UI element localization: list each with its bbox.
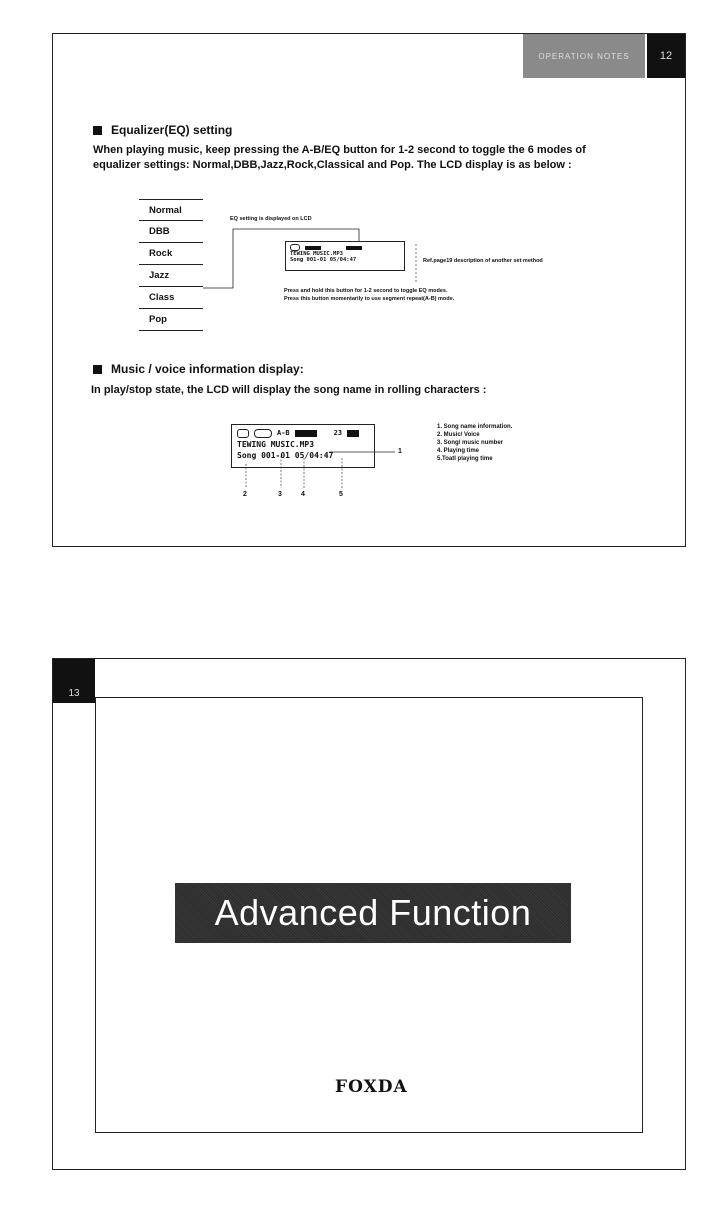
music-lcd-display: A-B 23 TEWING MUSIC.MP3 Song 001-01 05/04:47 — [231, 424, 375, 468]
press-note-2: Press this button momentarily to use segment repeat(A-B) mode. — [284, 296, 455, 302]
eq-mode: DBB — [139, 221, 203, 243]
header-label: OPERATION NOTES — [523, 34, 645, 78]
ref-note: Ref.page19 description of another set method — [423, 258, 543, 264]
music-callout-lines — [53, 34, 685, 546]
callout-number: 3 — [278, 491, 282, 498]
page-number: 12 — [647, 34, 685, 78]
eq-mode: Jazz — [139, 265, 203, 287]
manual-page-13 — [52, 658, 686, 1170]
brand-logo: FOXDA — [335, 1077, 408, 1097]
eq-mode: Pop — [139, 309, 203, 331]
eq-lcd-display: TEWING MUSIC.MP3 Song 001-01 05/04:47 — [285, 241, 405, 271]
callout-number: 2 — [243, 491, 247, 498]
eq-mode: Rock — [139, 243, 203, 265]
lcd-legend: 1. Song name information. 2. Music/ Voice 3. Song/ music number 4. Playing time 5.Toatl playing time — [437, 424, 513, 462]
eq-mode: Class — [139, 287, 203, 309]
eq-paragraph: When playing music, keep pressing the A-B/EQ button for 1-2 second to toggle the 6 modes of equalizer settings: Normal,DBB,Jazz,Rock,Classical and Pop. The LCD display is as below : — [93, 144, 586, 171]
eq-mode: Normal — [139, 199, 203, 221]
manual-page-12 — [52, 33, 686, 547]
callout-number: 1 — [398, 448, 402, 455]
callout-number: 5 — [339, 491, 343, 498]
chapter-title: Advanced Function — [175, 883, 571, 943]
press-note-1: Press and hold this button for 1-2 second to toggle EQ modes. — [284, 288, 448, 294]
music-paragraph: In play/stop state, the LCD will display the song name in rolling characters : — [91, 384, 487, 396]
lcd-caption: EQ setting is displayed on LCD — [230, 216, 312, 222]
music-section-title: Music / voice information display: — [93, 362, 304, 376]
callout-number: 4 — [301, 491, 305, 498]
page-number: 13 — [53, 659, 95, 703]
eq-section-title: Equalizer(EQ) setting — [93, 123, 232, 137]
